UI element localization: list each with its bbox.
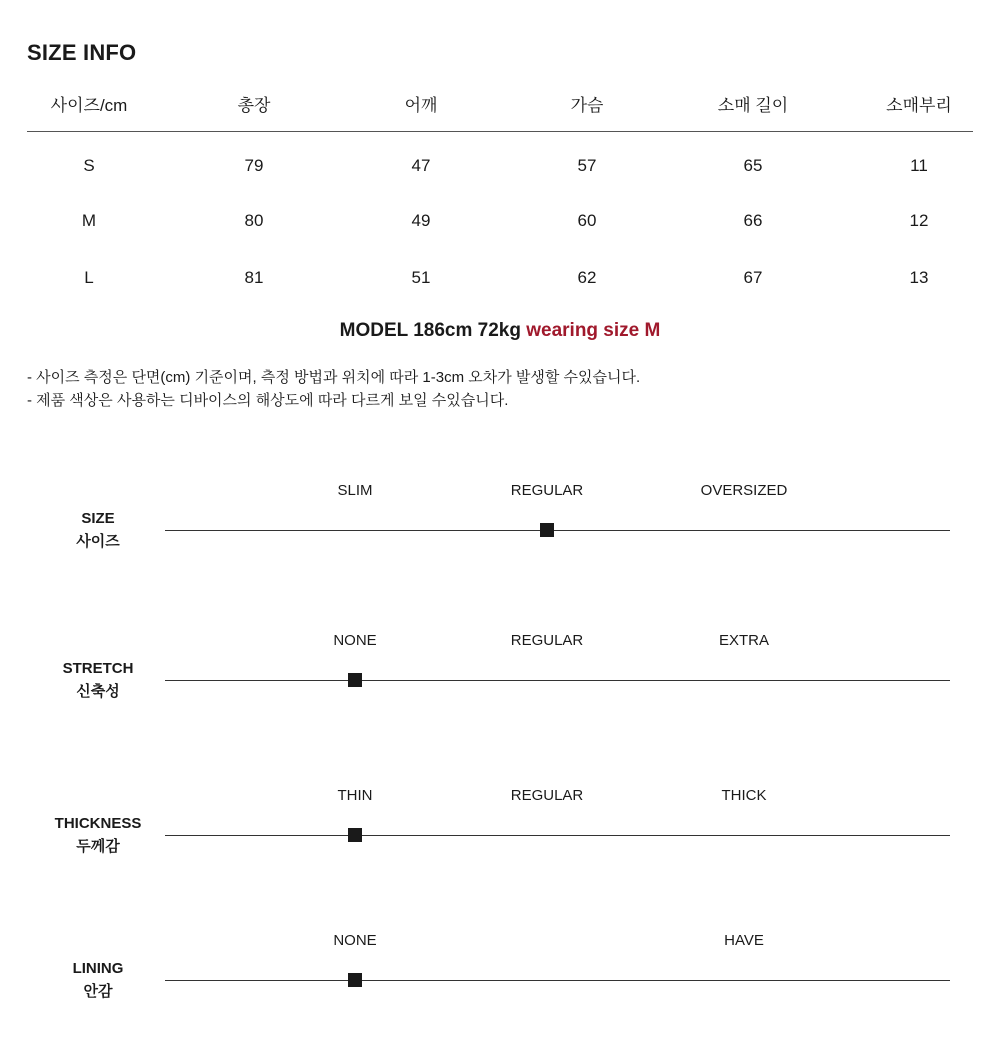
table-cell: 12 <box>909 211 929 230</box>
scale-option: REGULAR <box>510 482 584 499</box>
table-cell: 60 <box>577 211 597 230</box>
scale-marker <box>348 673 362 687</box>
scale-marker <box>348 828 362 842</box>
table-cell: 80 <box>244 211 264 230</box>
scale-option: HAVE <box>724 932 764 949</box>
table-cell: 65 <box>743 156 763 175</box>
scale-option: OVERSIZED <box>700 482 788 499</box>
note-line: - 제품 색상은 사용하는 디바이스의 해상도에 따라 다르게 보일 수있습니다. <box>27 392 509 409</box>
fit-label-ko: 두께감 <box>76 838 120 855</box>
scale-marker <box>540 523 554 537</box>
scale-option: THIN <box>337 787 373 804</box>
fit-label-en: THICKNESS <box>54 815 142 832</box>
table-cell: L <box>84 268 94 287</box>
fit-label-ko: 사이즈 <box>76 533 120 550</box>
column-header: 소매부리 <box>886 96 952 115</box>
scale-line <box>165 680 950 681</box>
table-cell: 57 <box>577 156 597 175</box>
scale-marker <box>348 973 362 987</box>
table-cell: 13 <box>909 268 929 287</box>
table-cell: 67 <box>743 268 763 287</box>
column-header: 어깨 <box>404 96 438 115</box>
table-cell: 81 <box>244 268 264 287</box>
scale-option: REGULAR <box>510 632 584 649</box>
model-measurements: MODEL 186cm 72kg <box>339 320 521 341</box>
note-line: - 사이즈 측정은 단면(cm) 기준이며, 측정 방법과 위치에 따라 1-3cm 오차가 발생할 수있습니다. <box>27 369 641 386</box>
scale-line <box>165 835 950 836</box>
table-cell: 62 <box>577 268 597 287</box>
column-header: 가슴 <box>570 96 604 115</box>
scale-option: SLIM <box>337 482 373 499</box>
table-cell: 49 <box>411 211 431 230</box>
table-cell: 51 <box>411 268 431 287</box>
scale-option: EXTRA <box>718 632 769 649</box>
scale-option: REGULAR <box>510 787 584 804</box>
table-cell: 66 <box>743 211 763 230</box>
scale-line <box>165 980 950 981</box>
scale-option: THICK <box>721 787 767 804</box>
column-header: 소매 길이 <box>717 96 789 115</box>
fit-label-stretch <box>38 657 158 703</box>
column-header: 총장 <box>237 96 271 115</box>
table-cell: 11 <box>910 156 928 175</box>
scale-option: NONE <box>333 932 377 949</box>
fit-label-lining <box>38 957 158 1003</box>
page-title: SIZE INFO <box>27 40 137 65</box>
column-header: 사이즈/cm <box>50 96 128 115</box>
table-cell: M <box>81 211 97 230</box>
model-wearing-size: wearing size M <box>526 320 661 341</box>
fit-label-en: SIZE <box>81 510 115 527</box>
fit-label-en: LINING <box>72 960 124 977</box>
scale-option: NONE <box>333 632 377 649</box>
table-cell: S <box>83 156 95 175</box>
fit-label-thickness <box>38 812 158 858</box>
fit-label-en: STRETCH <box>62 660 134 677</box>
fit-label-ko: 안감 <box>83 983 113 1000</box>
fit-label-ko: 신축성 <box>76 683 120 700</box>
table-cell: 79 <box>244 156 264 175</box>
scale-line <box>165 530 950 531</box>
fit-label-size <box>38 507 158 553</box>
table-cell: 47 <box>411 156 431 175</box>
